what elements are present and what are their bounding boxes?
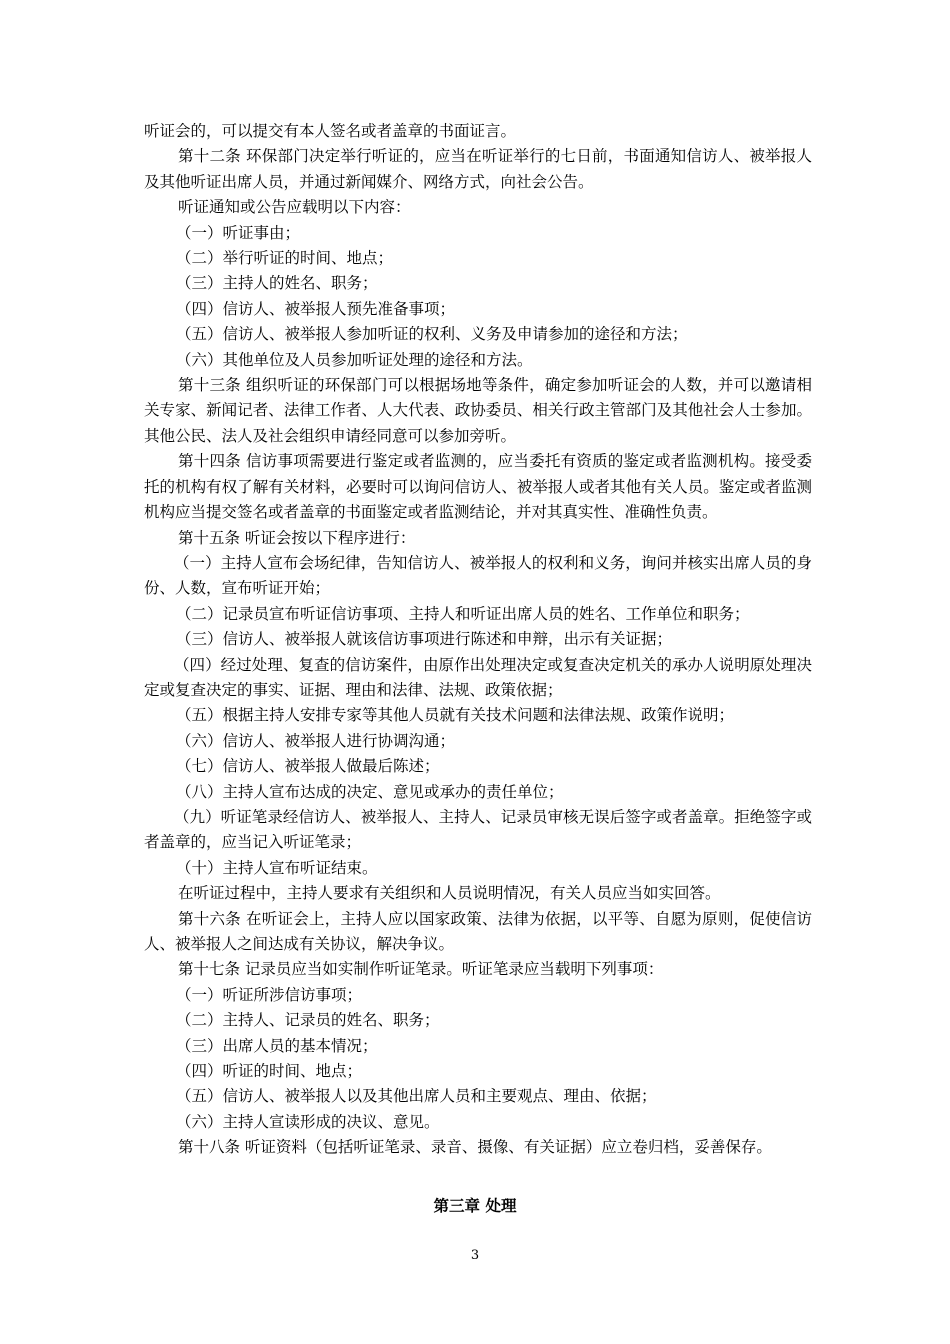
- list-item: （四）经过处理、复查的信访案件，由原作出处理决定或复查决定机关的承办人说明原处理决定或复查决定的事实、证据、理由和法律、法规、政策依据；: [144, 655, 812, 699]
- list-item: （一）听证所涉信访事项；: [176, 985, 363, 1004]
- page-number: 3: [470, 1248, 480, 1263]
- list-item: （五）根据主持人安排专家等其他人员就有关技术问题和法律法规、政策作说明；: [176, 706, 735, 725]
- paragraph: 听证会的，可以提交有本人签名或者盖章的书面证言。: [144, 122, 517, 140]
- list-item: （六）主持人宣读形成的决议、意见。: [176, 1112, 440, 1131]
- list-item: （三）主持人的姓名、职务；: [176, 274, 378, 293]
- list-item: （八）主持人宣布达成的决定、意见或承办的责任单位；: [176, 782, 564, 801]
- list-item: （二）记录员宣布听证信访事项、主持人和听证出席人员的姓名、工作单位和职务；: [176, 604, 750, 623]
- list-item: （七）信访人、被举报人做最后陈述；: [176, 757, 440, 776]
- list-item: （三）信访人、被举报人就该信访事项进行陈述和申辩，出示有关证据；: [176, 630, 673, 649]
- document-body: [144, 119, 812, 1161]
- chapter-heading: 第三章 处理: [433, 1197, 517, 1215]
- list-item: （五）信访人、被举报人以及其他出席人员和主要观点、理由、依据；: [176, 1087, 657, 1106]
- list-item: （五）信访人、被举报人参加听证的权利、义务及申请参加的途径和方法；: [176, 325, 688, 344]
- list-item: （十）主持人宣布听证结束。: [176, 858, 378, 877]
- paragraph: 第十七条 记录员应当如实制作听证笔录。听证笔录应当载明下列事项：: [178, 960, 664, 979]
- list-item: （六）信访人、被举报人进行协调沟通；: [176, 731, 456, 750]
- list-item: （四）听证的时间、地点；: [176, 1062, 363, 1081]
- paragraph: 第十八条 听证资料（包括听证笔录、录音、摄像、有关证据）应立卷归档，妥善保存。: [178, 1138, 772, 1157]
- list-item: （一）主持人宣布会场纪律，告知信访人、被举报人的权利和义务，询问并核实出席人员的身份、人数，宣布听证开始；: [144, 553, 812, 598]
- list-item: （六）其他单位及人员参加听证处理的途径和方法。: [176, 350, 533, 369]
- paragraph: 第十六条 在听证会上，主持人应以国家政策、法律为依据，以平等、自愿为原则，促使信访人、被举报人之间达成有关协议，解决争议。: [144, 909, 812, 953]
- paragraph: 听证通知或公告应载明以下内容：: [178, 198, 411, 217]
- paragraph: 第十五条 听证会按以下程序进行：: [178, 528, 416, 547]
- paragraph: 第十三条 组织听证的环保部门可以根据场地等条件，确定参加听证会的人数，并可以邀请相关专家、新闻记者、法律工作者、人大代表、政协委员、相关行政主管部门及其他社会人士参加。其他公民、法人及社会组织申请经同意可以参加旁听。: [144, 376, 812, 445]
- paragraph: 第十二条 环保部门决定举行听证的，应当在听证举行的七日前，书面通知信访人、被举报人及其他听证出席人员，并通过新闻媒介、网络方式，向社会公告。: [144, 147, 812, 191]
- list-item: （四）信访人、被举报人预先准备事项；: [176, 299, 456, 318]
- list-item: （二）举行听证的时间、地点；: [176, 249, 394, 268]
- list-item: （二）主持人、记录员的姓名、职务；: [176, 1011, 440, 1030]
- list-item: （九）听证笔录经信访人、被举报人、主持人、记录员审核无误后签字或者盖章。拒绝签字或者盖章的，应当记入听证笔录；: [144, 807, 812, 852]
- list-item: （三）出席人员的基本情况；: [176, 1036, 378, 1055]
- paragraph: 第十四条 信访事项需要进行鉴定或者监测的，应当委托有资质的鉴定或者监测机构。接受委托的机构有权了解有关材料，必要时可以询问信访人、被举报人或者其他有关人员。鉴定或者监测机构应当提交签名或者盖章的书面鉴定或者监测结论，并对其真实性、准确性负责。: [144, 452, 812, 522]
- list-item: （一）听证事由；: [176, 223, 301, 242]
- paragraph: 在听证过程中，主持人要求有关组织和人员说明情况，有关人员应当如实回答。: [178, 884, 721, 903]
